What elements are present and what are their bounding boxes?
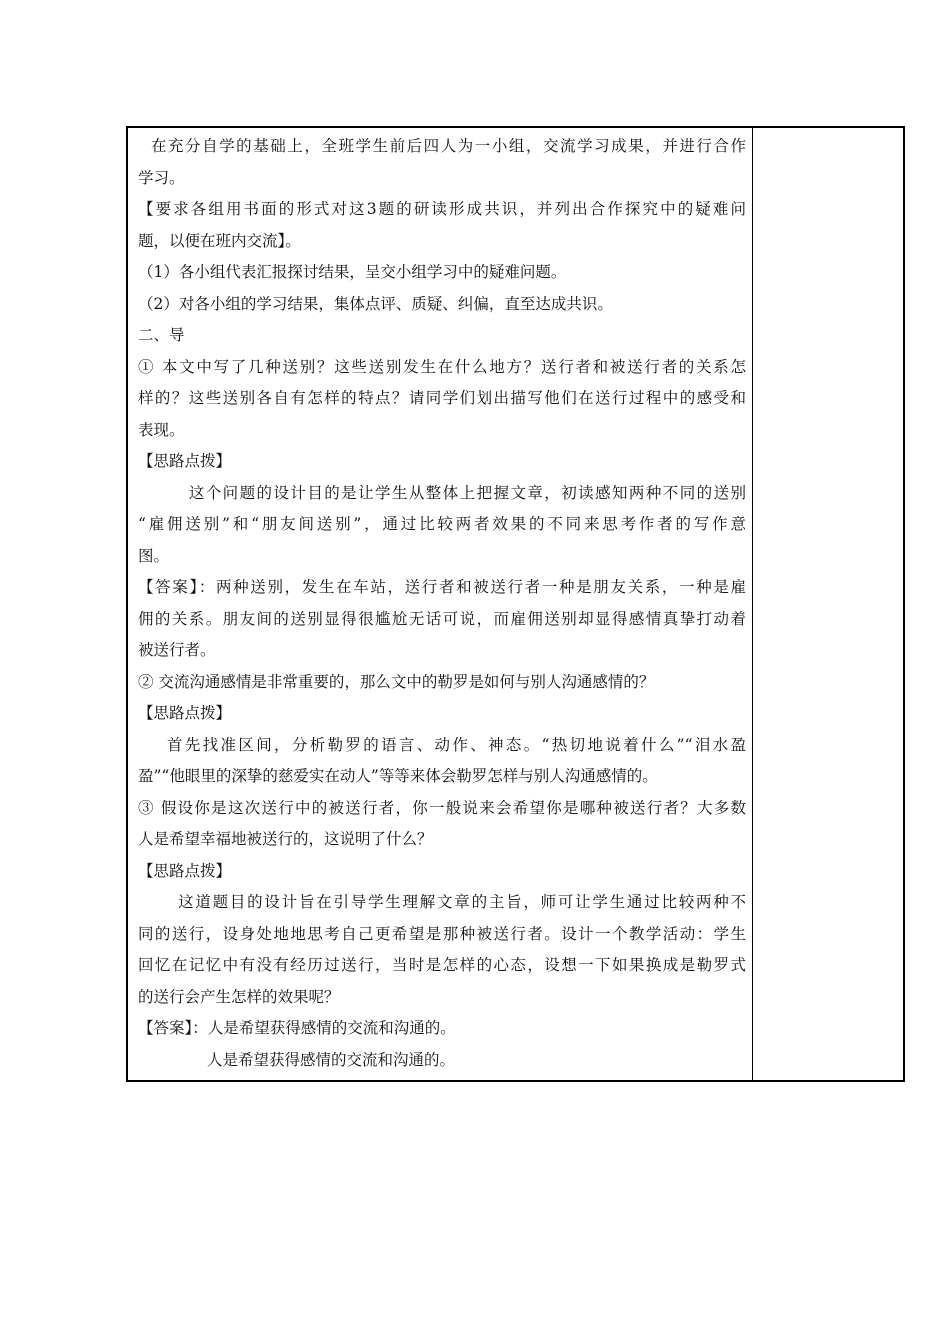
text-line: 人是希望幸福地被送行的，这说明了什么？: [138, 830, 433, 848]
text-line: 【思路点拨】: [138, 704, 232, 722]
text-line: （2）对各小组的学习结果，集体点评、质疑、纠偏，直至达成共识。: [138, 294, 613, 313]
text-line: 的送行会产生怎样的效果呢？: [138, 987, 340, 1006]
text-line: 题，以便在班内交流】。: [138, 231, 301, 250]
text-line: 【要求各组用书面的形式对这3题的研读形成共识，并列出合作探究中的疑难问: [138, 200, 746, 218]
text-line: 二、导: [138, 326, 185, 344]
text-line: 盈”“他眼里的深挚的慈爱实在动人”等等来体会勒罗怎样与别人沟通感情的。: [138, 767, 658, 785]
text-line: 被送行者。: [138, 641, 216, 659]
text-line: 人是希望获得感情的交流和沟通的。: [138, 1050, 455, 1069]
text-line: ② 交流沟通感情是非常重要的，那么文中的勒罗是如何与别人沟通感情的？: [138, 672, 655, 691]
text-line: 学习。: [138, 168, 185, 187]
text-line: 图。: [138, 546, 170, 565]
text-line: 这道题目的设计旨在引导学生理解文章的主旨，师可让学生通过比较两种不: [138, 893, 746, 911]
text-line: 这个问题的设计目的是让学生从整体上把握文章，初读感知两种不同的送别: [138, 483, 746, 502]
text-line: 首先找准区间，分析勒罗的语言、动作、神态。“热切地说着什么”“泪水盈: [138, 735, 746, 754]
text-line: 佣的关系。朋友间的送别显得很尴尬无话可说，而雇佣送别却显得感情真挚打动着: [138, 609, 746, 628]
text-line: ① 本文中写了几种送别？这些送别发生在什么地方？送行者和被送行者的关系怎: [138, 357, 746, 376]
text-line: ③ 假设你是这次送行中的被送行者，你一般说来会希望你是哪种被送行者？大多数: [138, 798, 746, 817]
text-line: 【答案】：两种送别，发生在车站，送行者和被送行者一种是朋友关系，一种是雇: [138, 578, 746, 596]
notes-cell: [753, 128, 903, 1080]
text-line: （1）各小组代表汇报探讨结果，呈交小组学习中的疑难问题。: [138, 263, 567, 281]
lesson-table: [126, 126, 905, 1082]
text-line: 回忆在记忆中有没有经历过送行，当时是怎样的心态，设想一下如果换成是勒罗式: [138, 956, 746, 974]
text-line: 同的送行，设身处地地思考自己更希望是那种被送行者。设计一个教学活动：学生: [138, 924, 746, 943]
text-line: 【答案】：人是希望获得感情的交流和沟通的。: [138, 1019, 456, 1037]
content-cell: [128, 128, 753, 1080]
text-line: 【思路点拨】: [138, 452, 232, 470]
text-line: 在充分自学的基础上，全班学生前后四人为一小组，交流学习成果，并进行合作: [138, 137, 746, 155]
text-line: 样的？这些送别各自有怎样的特点？请同学们划出描写他们在送行过程中的感受和: [138, 389, 746, 407]
text-line: 【思路点拨】: [138, 861, 232, 880]
text-line: “雇佣送别”和“朋友间送别”，通过比较两者效果的不同来思考作者的写作意: [138, 515, 746, 533]
text-line: 表现。: [138, 420, 185, 439]
